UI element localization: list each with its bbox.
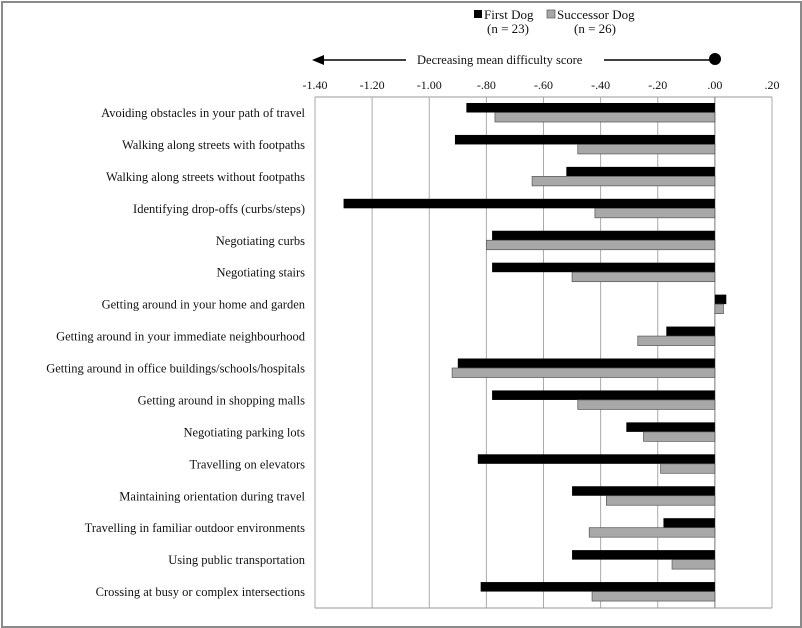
category-label: Getting around in shopping malls: [137, 393, 305, 408]
category-label: Negotiating parking lots: [183, 425, 305, 440]
category-label: Avoiding obstacles in your path of travel: [101, 106, 305, 120]
category-label: Crossing at busy or complex intersections: [95, 585, 305, 600]
x-tick-label: .00: [707, 78, 723, 92]
bar-successor-dog: [486, 240, 715, 250]
x-tick-label: -.20: [648, 78, 668, 92]
bar-first-dog: [663, 518, 714, 528]
bar-first-dog: [572, 486, 715, 496]
x-tick-label: -.40: [591, 78, 611, 92]
x-tick-label: -1.40: [302, 78, 328, 92]
bar-successor-dog: [592, 592, 715, 602]
category-label: Identifying drop-offs (curbs/steps): [133, 201, 305, 216]
legend: [474, 7, 635, 36]
bar-successor-dog: [661, 464, 715, 474]
bar-successor-dog: [638, 336, 715, 346]
bar-first-dog: [626, 422, 715, 432]
legend-n-first-dog: (n = 23): [487, 21, 529, 36]
arrow-head-icon: [312, 55, 324, 65]
bar-first-dog: [492, 231, 715, 241]
x-tick-label: -1.00: [416, 78, 442, 92]
bar-successor-dog: [572, 272, 715, 282]
bar-first-dog: [566, 167, 715, 177]
legend-label-first-dog: First Dog: [484, 7, 534, 22]
legend-label-successor-dog: Successor Dog: [557, 7, 635, 22]
category-label: Getting around in your immediate neighbourhood: [56, 329, 305, 344]
bar-successor-dog: [495, 113, 715, 123]
bar-first-dog: [492, 390, 715, 400]
annotation-text: Decreasing mean difficulty score: [417, 53, 583, 67]
bar-successor-dog: [452, 368, 715, 378]
category-label: Walking along streets without footpaths: [106, 169, 305, 184]
bar-successor-dog: [595, 208, 715, 218]
x-tick-label: -.60: [534, 78, 553, 92]
category-label: Negotiating curbs: [215, 233, 305, 248]
direction-annotation: [312, 53, 721, 67]
category-label: Maintaining orientation during travel: [119, 489, 305, 504]
bar-successor-dog: [532, 176, 715, 186]
bar-first-dog: [572, 550, 715, 560]
bar-first-dog: [715, 295, 726, 305]
bar-successor-dog: [589, 528, 715, 538]
bar-first-dog: [666, 327, 715, 337]
category-label: Getting around in office buildings/schools/hospitals: [46, 361, 305, 376]
bar-first-dog: [478, 454, 715, 464]
legend-swatch-successor-dog: [547, 10, 555, 18]
category-label: Negotiating stairs: [216, 265, 305, 280]
origin-dot-icon: [709, 53, 721, 65]
bar-successor-dog: [578, 400, 715, 410]
category-label: Travelling in familiar outdoor environments: [84, 521, 305, 536]
legend-n-successor-dog: (n = 26): [574, 21, 616, 36]
bar-first-dog: [492, 263, 715, 273]
x-tick-label: .20: [764, 78, 780, 92]
bar-first-dog: [458, 359, 715, 369]
bar-successor-dog: [643, 432, 714, 442]
category-label: Getting around in your home and garden: [101, 297, 305, 312]
bar-successor-dog: [606, 496, 715, 506]
legend-swatch-first-dog: [474, 10, 482, 18]
category-label: Using public transportation: [168, 553, 305, 568]
bar-first-dog: [481, 582, 715, 592]
bar-first-dog: [455, 135, 715, 145]
x-tick-label: -1.20: [359, 78, 385, 92]
bar-first-dog: [344, 199, 715, 209]
x-tick-label: -.80: [476, 78, 496, 92]
bar-successor-dog: [578, 144, 715, 154]
bar-successor-dog: [672, 560, 715, 570]
bar-successor-dog: [715, 304, 724, 314]
category-label: Walking along streets with footpaths: [122, 137, 305, 152]
bar-first-dog: [466, 103, 714, 113]
category-label: Travelling on elevators: [189, 457, 305, 472]
